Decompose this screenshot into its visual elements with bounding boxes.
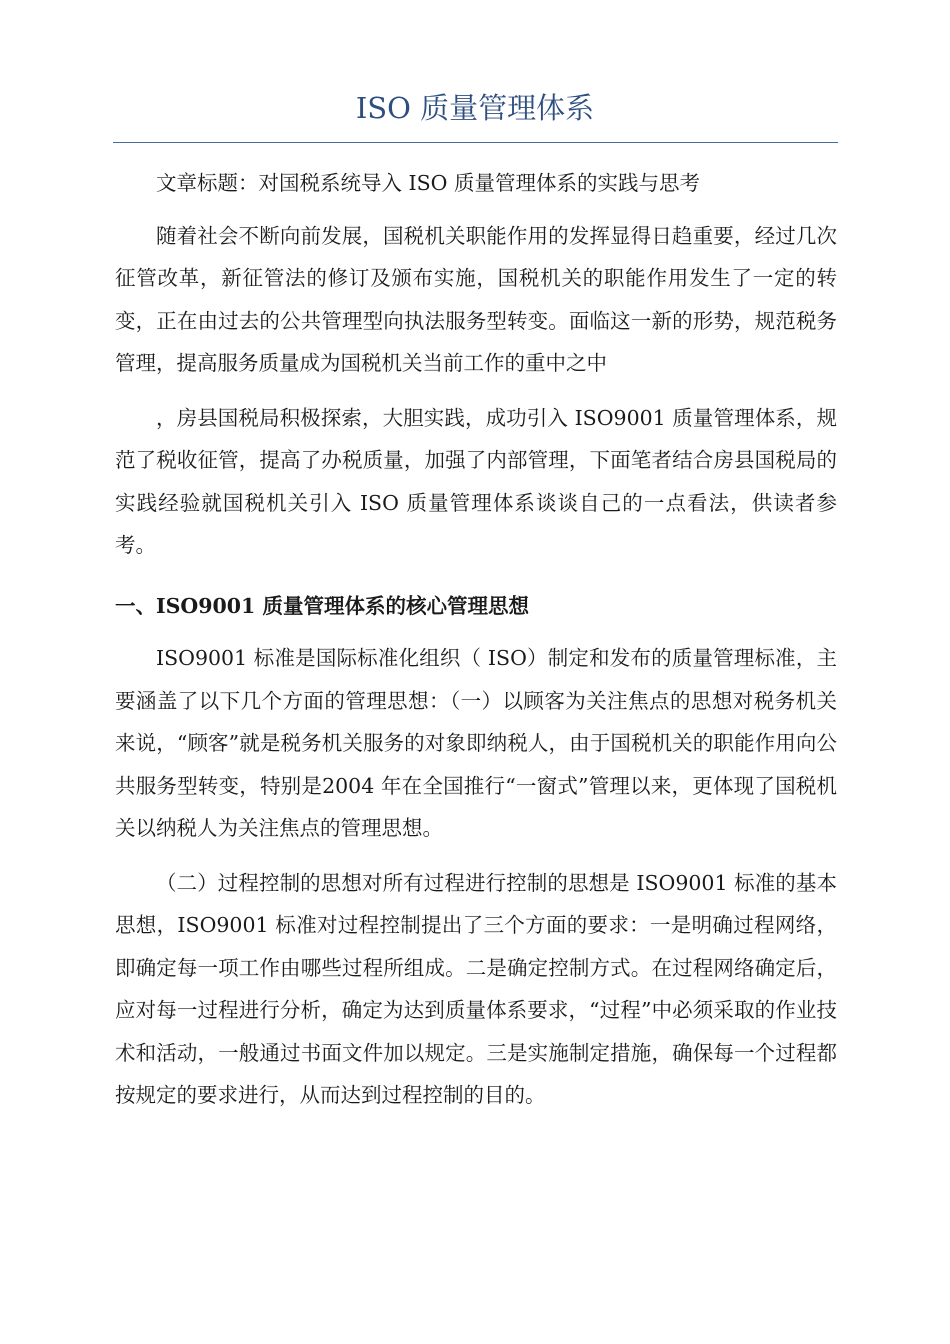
document-title: ISO 质量管理体系 — [355, 91, 595, 125]
section1-paragraph-1: ISO9001 标准是国际标准化组织（ ISO）制定和发布的质量管理标准，主要涵盖了以下几个方面的管理思想：（一）以顾客为关注焦点的思想对税务机关来说，“顾客”就是税务机关服务的对象即纳税人，由于国税机关的职能作用向公共服务型转变，特别是2004 年在全国推行“一窗式”管理以来，更体现了国税机关以纳税人为关注焦点的管理思想。 — [115, 646, 837, 840]
section1-paragraph-2: （二）过程控制的思想对所有过程进行控制的思想是 ISO9001 标准的基本思想，ISO9001 标准对过程控制提出了三个方面的要求：一是明确过程网络，即确定每一项工作由哪些过程所组成。二是确定控制方式。在过程网络确定后，应对每一过程进行分析，确定为达到质量体系要求，“过程”中必须采取的作业技术和活动，一般通过书面文件加以规定。三是实施制定措施，确保每一个过程都按规定的要求进行，从而达到过程控制的目的。 — [115, 870, 837, 1107]
title-divider — [113, 142, 838, 143]
section-heading-1: 一、ISO9001 质量管理体系的核心管理思想 — [115, 593, 529, 618]
intro-paragraph-2: ，房县国税局积极探索，大胆实践，成功引入 ISO9001 质量管理体系，规范了税收征管，提高了办税质量，加强了内部管理，下面笔者结合房县国税局的实践经验就国税机关引入 ISO 质量管理体系谈谈自己的一点看法，供读者参考。 — [115, 405, 837, 557]
intro-paragraph-1: 随着社会不断向前发展，国税机关职能作用的发挥显得日趋重要，经过几次征管改革，新征管法的修订及颁布实施，国税机关的职能作用发生了一定的转变，正在由过去的公共管理型向执法服务型转变。面临这一新的形势，规范税务管理，提高服务质量成为国税机关当前工作的重中之中 — [115, 223, 837, 375]
article-title: 文章标题：对国税系统导入 ISO 质量管理体系的实践与思考 — [156, 171, 700, 195]
document-body — [115, 162, 837, 1117]
